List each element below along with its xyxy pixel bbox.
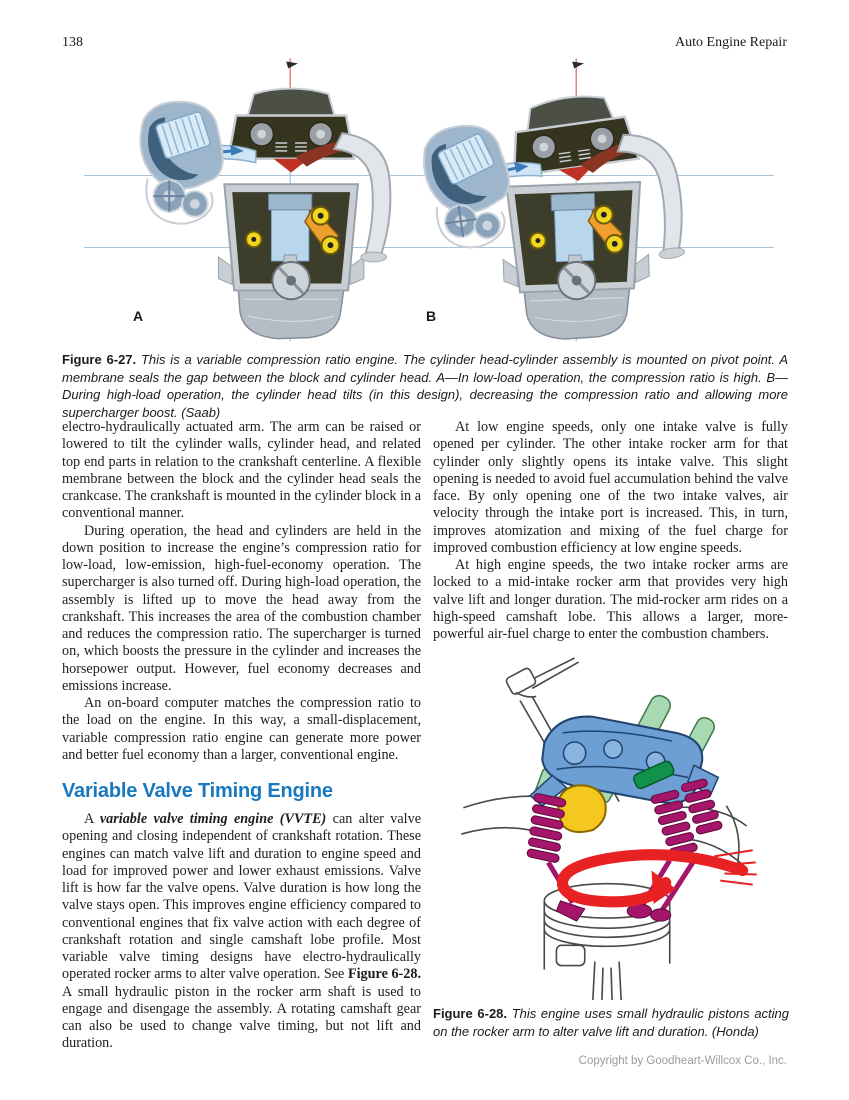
paragraph: During operation, the head and cylinders are held in the down position to increase the engine’s compression ratio for low-load, low-emission, high-fuel-economy operation. The supercharger is also turned off. During high-load operation, the assembly is lifted up to move the head away from the crankshaft. This increases the area of the combustion chamber and reduces the compression ratio. The supercharger is turned on, which boosts the pressure in the cylinder and increases the horsepower output. However, fuel economy decreases and emissions increase. — [62, 522, 421, 694]
running-head: Auto Engine Repair — [675, 35, 787, 50]
paragraph-text: can alter valve opening and closing independent of crankshaft rotation. These engines can match valve lift and duration to engine speed and load for improved power and lower exhaust emissions. Valve lift is how far the valve opens. Valve duration is how long the valve stays open. This improves engine efficiency compared to conventional engines that fix valve action with each degree of crankshaft rotation and single camshaft lobe profile. Most variable valve timing designs have electro-hydraulically operated rocker arms to alter valve operation. See — [62, 811, 421, 983]
left-column — [62, 419, 421, 1053]
section-heading: Variable Valve Timing Engine — [62, 780, 333, 802]
paragraph: An on-board computer matches the compression ratio to the load on the engine. In this way, a small-displacement, variable compression ratio engine can generate more power and better fuel economy than a larger, conventional engine. — [62, 695, 421, 763]
page-number: 138 — [62, 35, 83, 50]
paragraph-text: A small hydraulic piston in the rocker arm shaft is used to engage and disengage the assembly. A rotating camshaft gear can also be used to change valve timing, but not lift and duration. — [62, 983, 421, 1052]
figure-6-28-illustration — [452, 656, 762, 1000]
engine-cutaway-b — [414, 56, 699, 346]
cam-lobe-yellow — [558, 785, 606, 832]
paragraph — [62, 811, 421, 1053]
paragraph: At low engine speeds, only one intake valve is fully opened per cylinder. The other intake rocker arm for that cylinder only slightly opens its intake valve. This slight opening is needed to avoid fuel accumulation behind the valve face. By only opening one of the two intake valves, air velocity through the intake port is increased. This, in turn, improves atomization and mixing of the fuel charge for improved combustion efficiency at low engine speeds. — [433, 419, 788, 556]
airflow-arrow — [562, 850, 756, 904]
key-term: variable valve timing engine (VVTE) — [99, 811, 327, 827]
figure-6-28-caption-lead: Figure 6-28. — [433, 1006, 512, 1021]
figure-6-28-caption — [433, 1005, 789, 1040]
page-header — [62, 35, 787, 51]
engine-cutaway-a — [128, 56, 413, 346]
paragraph-continuation: electro-hydraulically actuated arm. The arm can be raised or lowered to tilt the cylinder walls, cylinder head, and related top end parts in relation to the crankshaft centerline. A flexible membrane between the block and the cylinder head seals the crankcase. The crankshaft is mounted in the cylinder block in a conventional manner. — [62, 419, 421, 522]
figure-reference: Figure 6-28. — [347, 966, 422, 983]
engine-a-label: A — [133, 308, 144, 324]
paragraph: At high engine speeds, the two intake rocker arms are locked to a mid-intake rocker arm that provides very high valve lift and longer duration. The mid-rocker arm rides on a high-speed camshaft lobe. This allows a larger, more-powerful air-fuel charge to enter the combustion chambers. — [433, 557, 788, 642]
figure-6-27-caption-lead: Figure 6-27. — [62, 352, 141, 367]
figure-6-27-caption-text: This is a variable compression ratio engine. The cylinder head-cylinder assembly is mounted on pivot point. A membrane seals the gap between the block and cylinder head. A—In low-load operation, the compression ratio is high. B—During high-load operation, the cylinder head tilts (in this design), decreasing the compression ratio and allowing more supercharger boost. (Saab) — [62, 352, 789, 420]
figure-6-27 — [62, 56, 787, 348]
engine-b-label: B — [426, 308, 437, 324]
figure-6-28-caption-text: This engine uses small hydraulic pistons acting on the rocker arm to alter valve lift and duration. (Honda) — [433, 1006, 790, 1039]
paragraph-text: A — [84, 811, 100, 827]
figure-6-27-caption — [62, 351, 788, 421]
right-column — [433, 419, 788, 643]
copyright-line: Copyright by Goodheart-Willcox Co., Inc. — [578, 1055, 787, 1067]
rocker-arm-assembly — [530, 717, 718, 806]
